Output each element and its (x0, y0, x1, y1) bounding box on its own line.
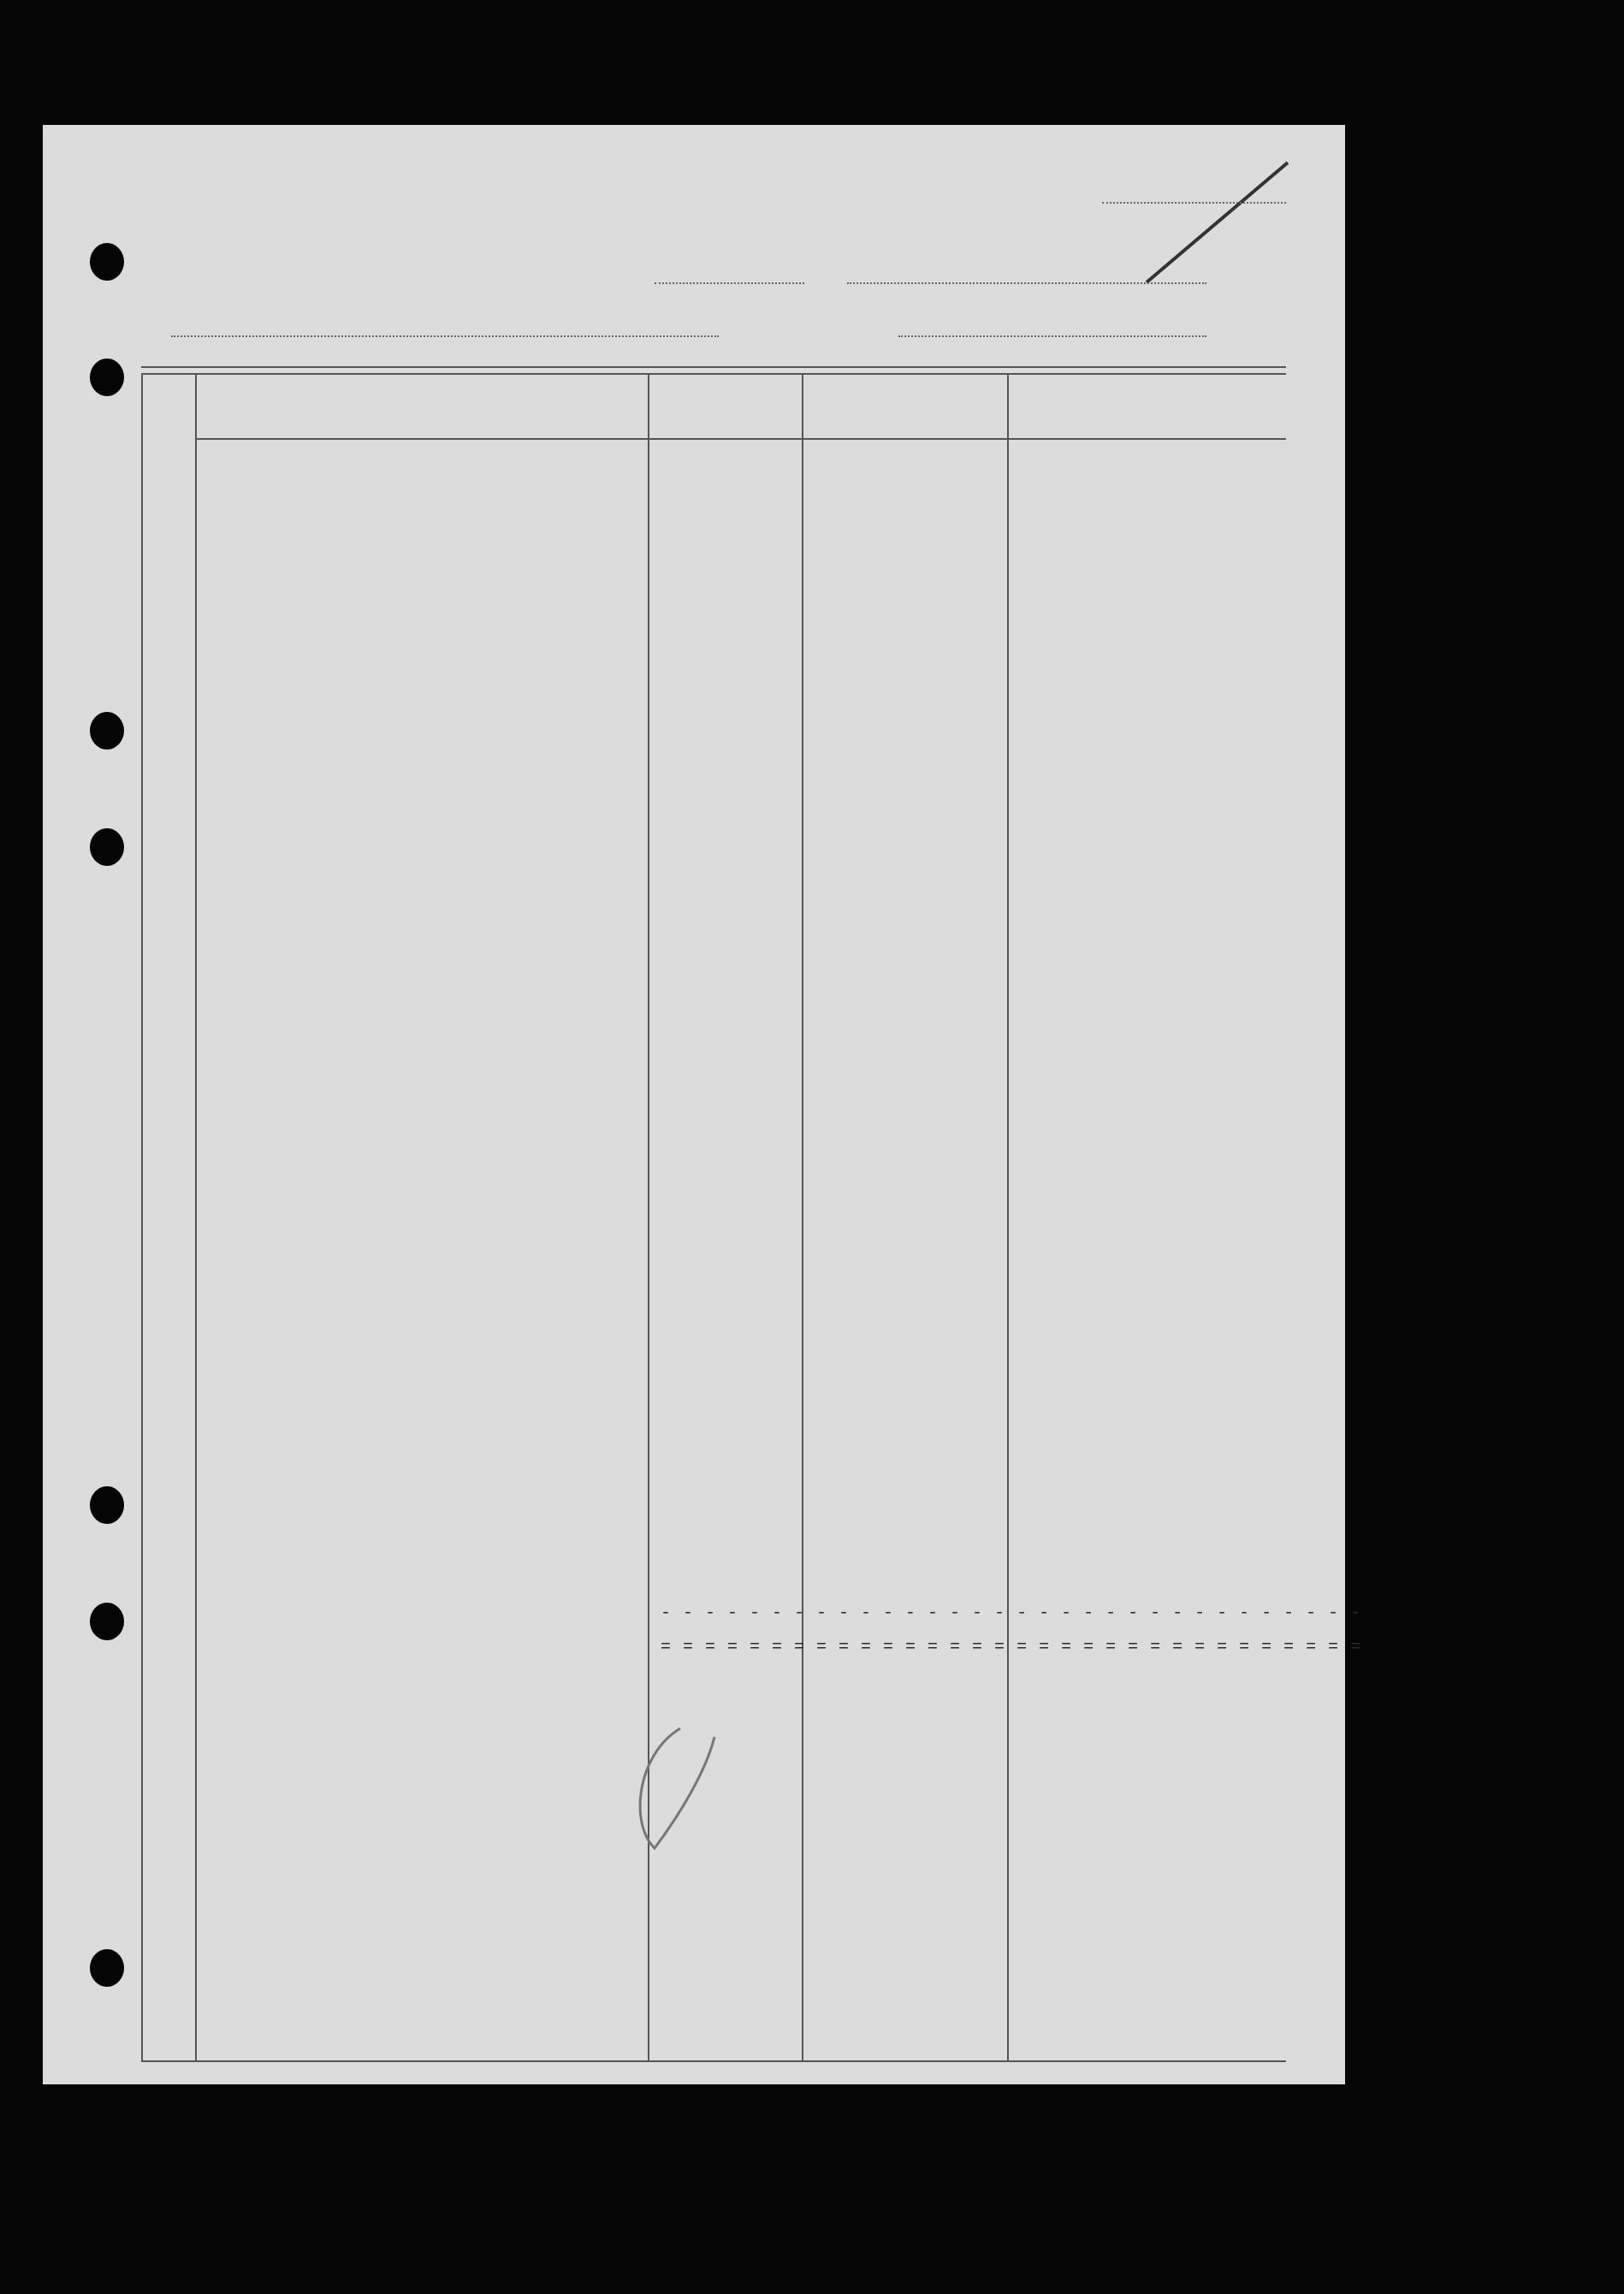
table-top-border-2 (141, 373, 1286, 375)
punch-hole (90, 712, 124, 750)
punch-hole (90, 1486, 124, 1524)
signature-loop (629, 1720, 732, 1857)
col-divider-line (195, 373, 197, 2060)
punch-hole (90, 359, 124, 396)
table-top-border (141, 366, 1286, 368)
col-divider-baggage (1007, 373, 1009, 2060)
form-header-block (133, 190, 475, 193)
closed-dash-fill: - - - - - - - - - - - - - - - - - - - - - - - - - - - - - - - - (661, 1603, 1362, 1623)
col-divider-passport (802, 373, 803, 2060)
punch-hole (90, 1949, 124, 1987)
class-line (655, 282, 804, 284)
slash-mark (1138, 154, 1301, 291)
prepared-dash-fill: = = = = = = = = = = = = = = = = = = = = = = = = = = = = = = = = (661, 1638, 1362, 1657)
arrival-line (898, 335, 1206, 337)
from-line (847, 282, 1206, 284)
table-bottom-border (141, 2060, 1286, 2062)
header-rule (197, 438, 1286, 440)
punch-hole (90, 1603, 124, 1640)
vessel-line (171, 335, 719, 337)
punch-hole (90, 828, 124, 866)
list-no-line (1102, 202, 1286, 204)
punch-hole (90, 243, 124, 281)
table-left-border (141, 373, 143, 2060)
